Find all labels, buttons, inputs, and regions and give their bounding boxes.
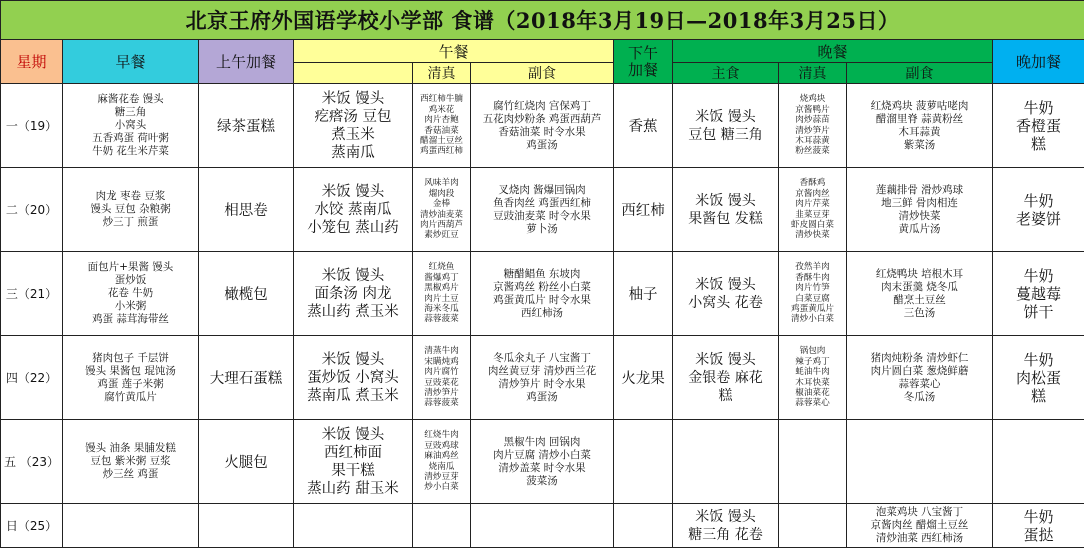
weekday-cell: 三（21） — [1, 252, 63, 336]
dinner-halal-cell: 烧鸡块 京酱鸭片 肉炒蒜苗 清炒笋片 木耳蒜黄 粉丝菠菜 — [779, 84, 847, 168]
morning-snack-cell: 橄榄包 — [199, 252, 294, 336]
lunch-halal-cell: 清蒸牛肉 宋瞒炖鸡 肉片腐竹 豆豉菜花 清炒笋片 蒜蓉菠菜 — [413, 336, 471, 420]
lunch-side-cell: 黑椒牛肉 回锅肉 肉片豆腐 清炒小白菜 清炒盖菜 时令水果 菠菜汤 — [471, 420, 614, 504]
dinner-side-header: 副食 — [847, 63, 993, 84]
menu-title: 北京王府外国语学校小学部 食谱（2018年3月19日—2018年3月25日） — [1, 1, 1084, 40]
night-snack-cell: 牛奶 蛋挞 — [993, 504, 1084, 548]
breakfast-cell: 馒头 油条 果脯发糕 豆包 紫米粥 豆浆 炒三丝 鸡蛋 — [63, 420, 199, 504]
lunch-halal-cell: 风味羊肉 熘肉段 金棒 清炒油麦菜 肉片西葫芦 素炒豇豆 — [413, 168, 471, 252]
afternoon-snack-cell: 西红柿 — [614, 168, 673, 252]
night-snack-cell — [993, 420, 1084, 504]
night-snack-cell: 牛奶 香橙蛋 糕 — [993, 84, 1084, 168]
morning-snack-cell: 相思卷 — [199, 168, 294, 252]
weekday-cell: 二（20） — [1, 168, 63, 252]
dinner-halal-cell — [779, 504, 847, 548]
lunch-staple-header — [294, 63, 413, 84]
night-snack-cell: 牛奶 肉松蛋 糕 — [993, 336, 1084, 420]
night-snack-header: 晚加餐 — [993, 40, 1084, 84]
dinner-staple-cell: 米饭 馒头 果酱包 发糕 — [673, 168, 779, 252]
morning-snack-cell: 绿茶蛋糕 — [199, 84, 294, 168]
dinner-side-cell: 红烧鸡块 菠萝咕咾肉 醋溜里脊 蒜黄粉丝 木耳蒜黄 紫菜汤 — [847, 84, 993, 168]
dinner-side-cell: 莲藕排骨 滑炒鸡球 地三鲜 骨肉相连 清炒快菜 黄瓜片汤 — [847, 168, 993, 252]
dinner-side-cell: 泡菜鸡块 八宝酱丁 京酱肉丝 醋熘土豆丝 清炒油菜 西红柿汤 — [847, 504, 993, 548]
dinner-side-cell: 猪肉炖粉条 清炒虾仁 肉片圆白菜 葱烧鲜蘑 蒜蓉菜心 冬瓜汤 — [847, 336, 993, 420]
dinner-staple-header: 主食 — [673, 63, 779, 84]
morning-snack-header: 上午加餐 — [199, 40, 294, 84]
afternoon-snack-cell: 香蕉 — [614, 84, 673, 168]
menu-row — [1, 420, 1084, 504]
dinner-halal-header: 清真 — [779, 63, 847, 84]
lunch-side-cell: 腐竹红烧肉 宫保鸡丁 五花肉炒粉条 鸡蛋西葫芦 香菇油菜 时令水果 鸡蛋汤 — [471, 84, 614, 168]
dinner-staple-cell: 米饭 馒头 金银卷 麻花 糕 — [673, 336, 779, 420]
lunch-side-cell: 糖醋鲳鱼 东坡肉 京酱鸡丝 粉丝小白菜 鸡蛋黄瓜片 时令水果 西红柿汤 — [471, 252, 614, 336]
afternoon-snack-cell: 火龙果 — [614, 336, 673, 420]
lunch-side-cell — [471, 504, 614, 548]
lunch-halal-cell: 红烧牛肉 豆豉鸡球 麻油鸡丝 烧南瓜 清炒豆芽 炒小白菜 — [413, 420, 471, 504]
afternoon-snack-cell: 柚子 — [614, 252, 673, 336]
lunch-side-cell: 冬瓜氽丸子 八宝酱丁 肉丝黄豆芽 清炒西兰花 清炒笋片 时令水果 鸡蛋汤 — [471, 336, 614, 420]
lunch-staple-cell: 米饭 馒头 疙瘩汤 豆包 煮玉米 蒸南瓜 — [294, 84, 413, 168]
breakfast-cell: 麻酱花卷 馒头 糖三角 小窝头 五香鸡蛋 荷叶粥 牛奶 花生米芹菜 — [63, 84, 199, 168]
dinner-halal-cell — [779, 420, 847, 504]
dinner-side-cell: 红烧鸭块 培根木耳 肉末蛋羹 烧冬瓜 醋烹土豆丝 三色汤 — [847, 252, 993, 336]
dinner-staple-cell: 米饭 馒头 糖三角 花卷 — [673, 504, 779, 548]
morning-snack-cell — [199, 504, 294, 548]
menu-row — [1, 84, 1084, 168]
afternoon-snack-header: 下午 加餐 — [614, 40, 673, 84]
weekday-cell: 日（25） — [1, 504, 63, 548]
dinner-header: 晚餐 — [673, 40, 993, 63]
menu-row — [1, 252, 1084, 336]
weekday-cell: 一（19） — [1, 84, 63, 168]
lunch-staple-cell: 米饭 馒头 水饺 蒸南瓜 小笼包 蒸山药 — [294, 168, 413, 252]
menu-row — [1, 504, 1084, 548]
lunch-staple-cell — [294, 504, 413, 548]
dinner-staple-cell: 米饭 馒头 豆包 糖三角 — [673, 84, 779, 168]
menu-row — [1, 168, 1084, 252]
dinner-staple-cell: 米饭 馒头 小窝头 花卷 — [673, 252, 779, 336]
lunch-header: 午餐 — [294, 40, 614, 63]
menu-row — [1, 336, 1084, 420]
lunch-halal-header: 清真 — [413, 63, 471, 84]
afternoon-snack-cell — [614, 504, 673, 548]
breakfast-cell: 猪肉包子 千层饼 馒头 果酱包 琨饨汤 鸡蛋 莲子米粥 腐竹黄瓜片 — [63, 336, 199, 420]
lunch-halal-cell — [413, 504, 471, 548]
dinner-halal-cell: 孜然羊肉 香酥牛肉 肉片竹笋 白菜豆腐 鸡蛋黄瓜片 清炒小白菜 — [779, 252, 847, 336]
breakfast-cell — [63, 504, 199, 548]
afternoon-snack-cell — [614, 420, 673, 504]
lunch-side-cell: 叉烧肉 酱爆回锅肉 鱼香肉丝 鸡蛋西红柿 豆豉油麦菜 时令水果 萝卜汤 — [471, 168, 614, 252]
breakfast-cell: 面包片+果酱 馒头 蛋炒饭 花卷 牛奶 小米粥 鸡蛋 蒜茸海带丝 — [63, 252, 199, 336]
lunch-staple-cell: 米饭 馒头 面条汤 肉龙 蒸山药 煮玉米 — [294, 252, 413, 336]
dinner-halal-cell: 香酥鸡 京酱肉丝 肉片芹菜 韭菜豆芽 虾皮圆白菜 清炒快菜 — [779, 168, 847, 252]
lunch-staple-cell: 米饭 馒头 西红柿面 果干糕 蒸山药 甜玉米 — [294, 420, 413, 504]
morning-snack-cell: 火腿包 — [199, 420, 294, 504]
weekday-cell: 五 （23） — [1, 420, 63, 504]
dinner-staple-cell — [673, 420, 779, 504]
morning-snack-cell: 大理石蛋糕 — [199, 336, 294, 420]
breakfast-cell: 肉龙 枣卷 豆浆 馒头 豆包 杂粮粥 炒三丁 煎蛋 — [63, 168, 199, 252]
lunch-halal-cell: 红烧鱼 酱爆鸡丁 黑椒鸡片 肉片土豆 海米冬瓜 蒜蓉菠菜 — [413, 252, 471, 336]
lunch-staple-cell: 米饭 馒头 蛋炒饭 小窝头 蒸南瓜 煮玉米 — [294, 336, 413, 420]
dinner-halal-cell: 锅包肉 辣子鸡丁 蚝油牛肉 木耳快菜 椒油菜花 蒜蓉菜心 — [779, 336, 847, 420]
lunch-halal-cell: 西红柿牛腩 鸡米花 肉片杏鲍 香菇油菜 醋溜土豆丝 鸡蛋西红柿 — [413, 84, 471, 168]
lunch-side-header: 副食 — [471, 63, 614, 84]
night-snack-cell: 牛奶 老婆饼 — [993, 168, 1084, 252]
weekday-header: 星期 — [1, 40, 63, 84]
dinner-side-cell — [847, 420, 993, 504]
breakfast-header: 早餐 — [63, 40, 199, 84]
night-snack-cell: 牛奶 蔓越莓 饼干 — [993, 252, 1084, 336]
weekday-cell: 四（22） — [1, 336, 63, 420]
